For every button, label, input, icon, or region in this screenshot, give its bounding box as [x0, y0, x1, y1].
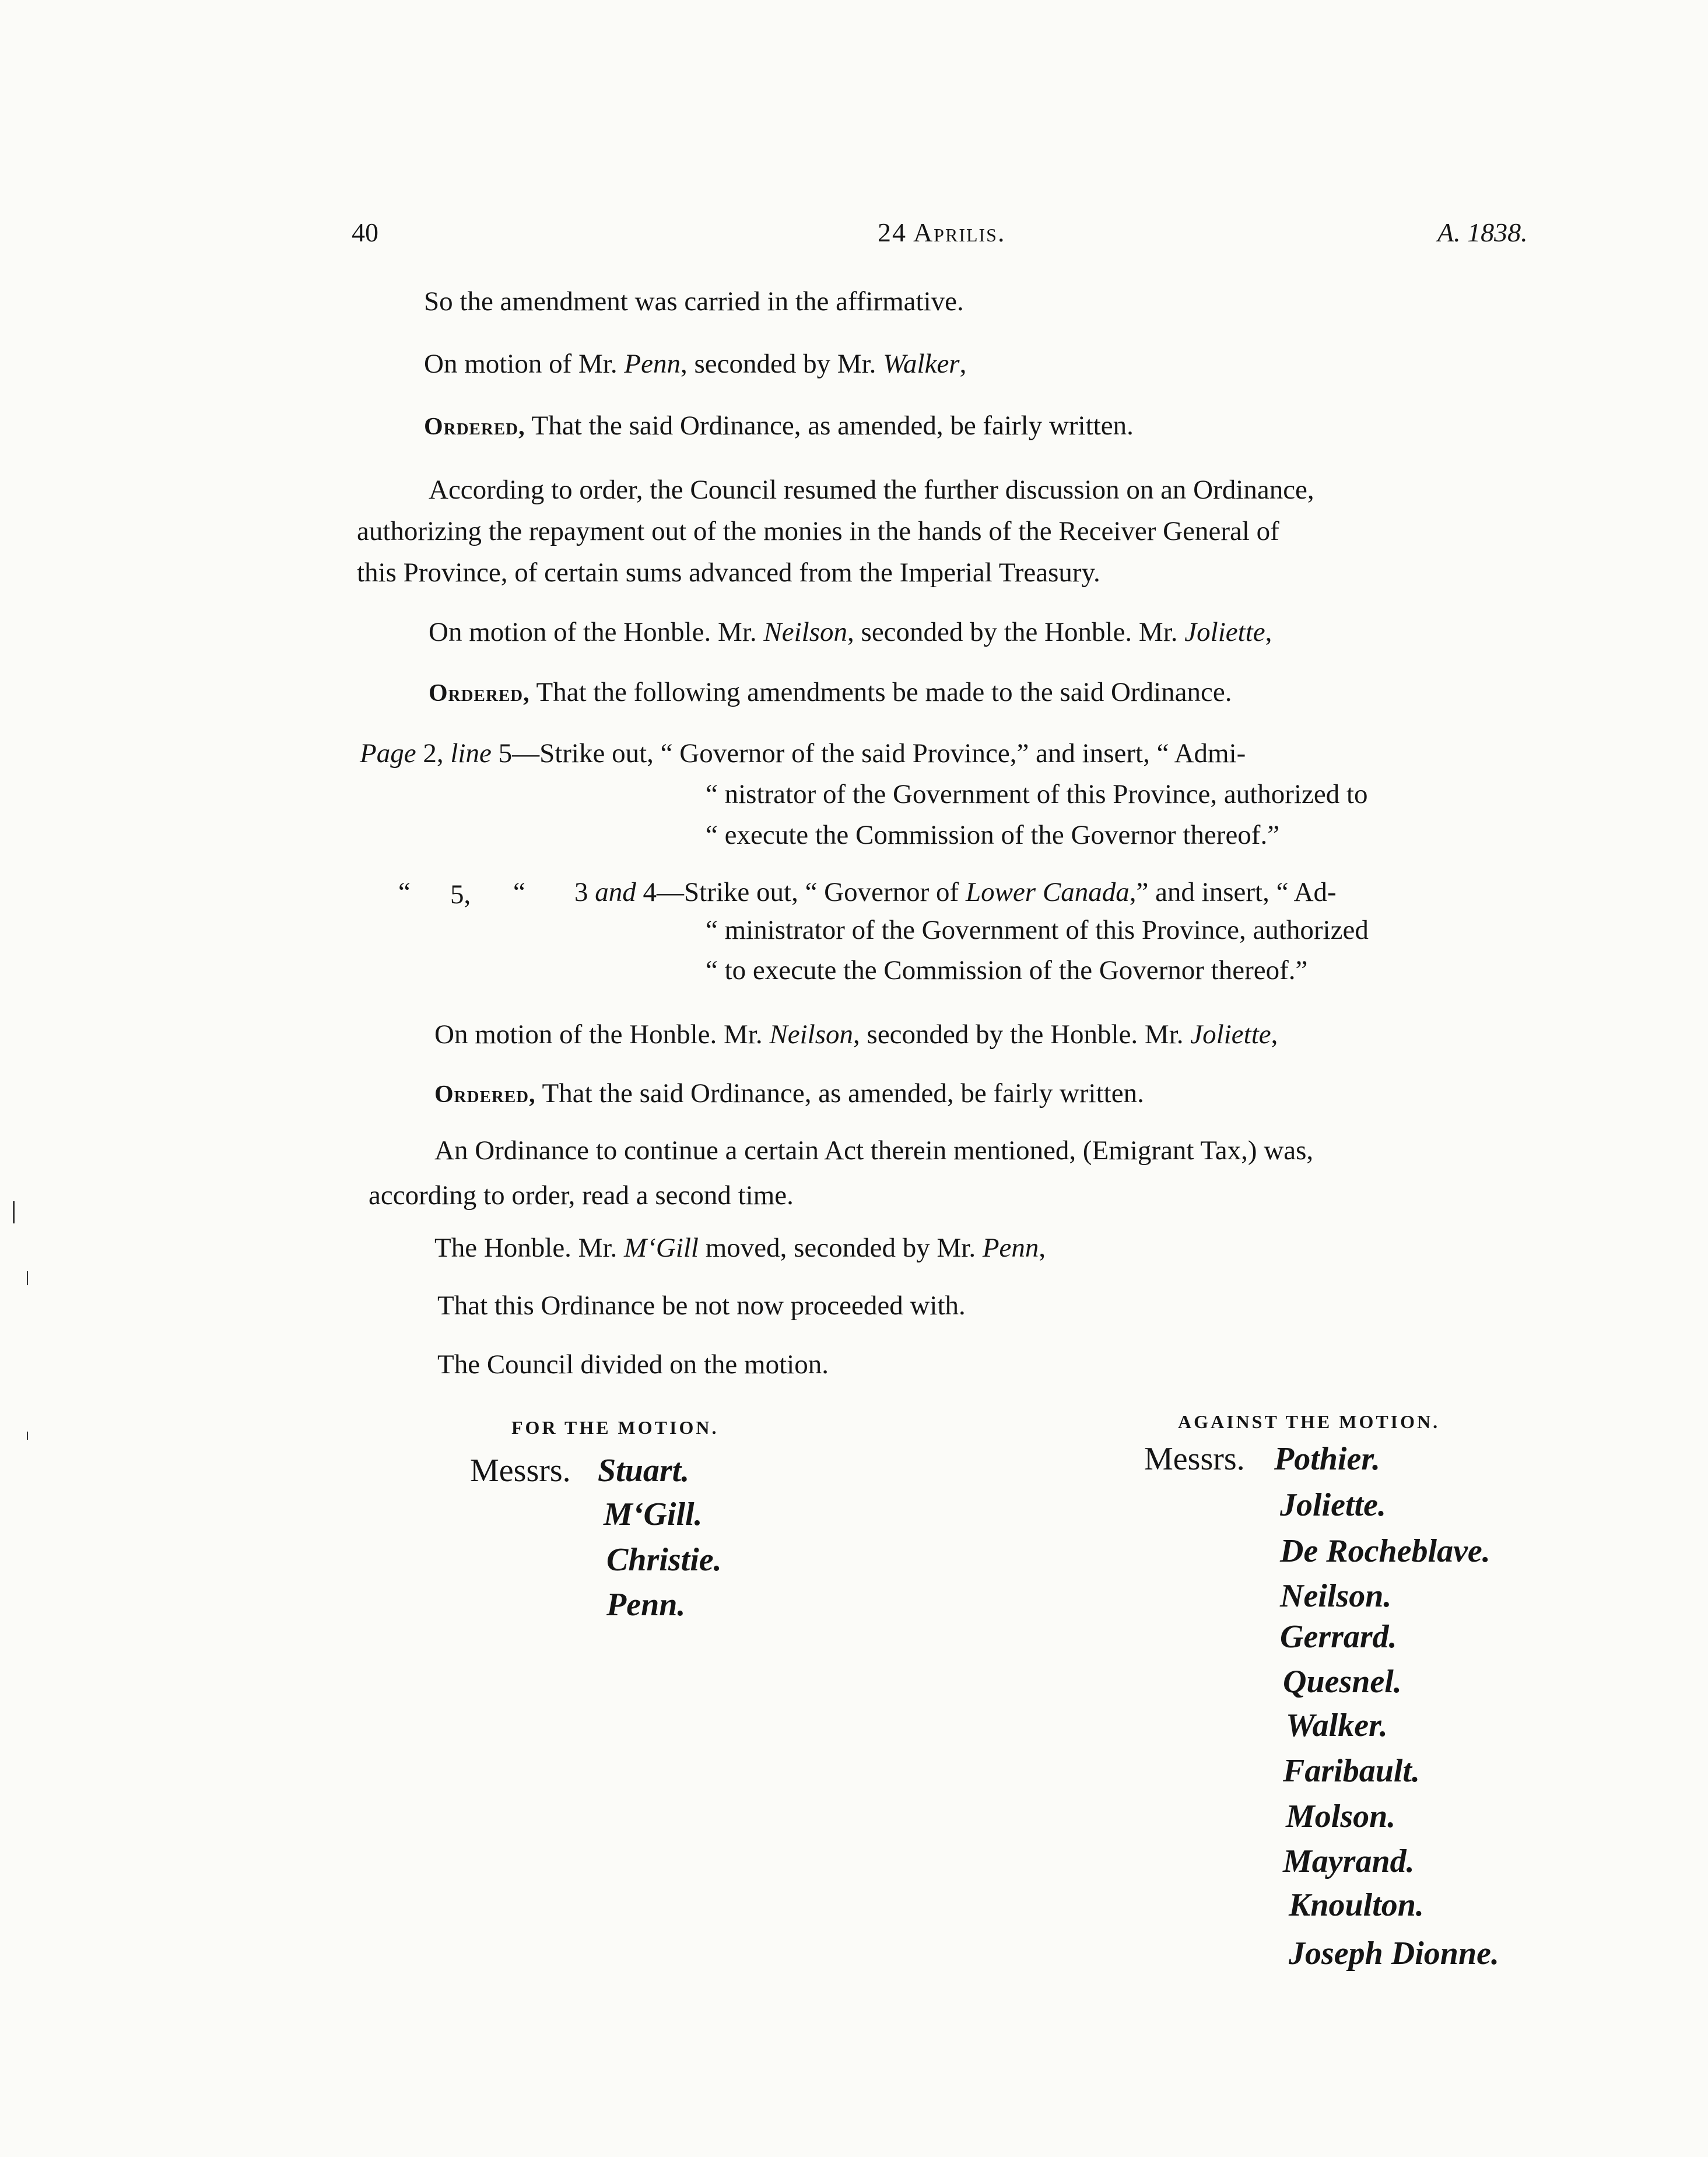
name-penn: Penn — [624, 349, 681, 379]
text-run: That the following amendments be made to the said Ordinance. — [529, 677, 1232, 707]
against-name: Gerrard. — [1280, 1619, 1397, 1655]
name-neilson: Neilson — [769, 1019, 854, 1050]
for-name: Penn. — [606, 1587, 686, 1623]
text-run: That the said Ordinance, as amended, be fairly written. — [535, 1078, 1144, 1109]
running-head-year: A. 1838. — [1437, 218, 1528, 247]
amendment-2-line-2: “ ministrator of the Government of this Province, authorized — [706, 915, 1369, 945]
scan-mark — [13, 1201, 15, 1223]
text-run: 2, — [416, 738, 451, 769]
against-name: Joseph Dionne. — [1289, 1935, 1499, 1972]
paragraph-according-to-order-l1: According to order, the Council resumed the further discussion on an Ordinance, — [429, 475, 1314, 505]
text-run: , seconded by the Honble. Mr. — [853, 1019, 1191, 1050]
name-mgill: M‘Gill — [624, 1233, 699, 1263]
name-neilson: Neilson — [763, 617, 848, 647]
ordered-label: Ordered, — [429, 680, 530, 707]
paragraph-ordered-fairly-written — [424, 410, 1134, 441]
paragraph-motion-neilson-2 — [434, 1019, 1278, 1050]
against-name: De Rocheblave. — [1280, 1533, 1490, 1569]
against-name: Neilson. — [1280, 1578, 1392, 1614]
text-run: The Honble. Mr. — [434, 1233, 625, 1263]
against-name: Molson. — [1286, 1798, 1396, 1835]
text-run: , — [1271, 1019, 1278, 1050]
for-name: Stuart. — [598, 1453, 690, 1489]
amendment-2-line-3: “ to execute the Commission of the Governor thereof.” — [706, 955, 1308, 985]
for-messrs-label: Messrs. — [470, 1453, 571, 1489]
amendment-1-line-1 — [360, 738, 1246, 769]
paragraph-motion-penn — [424, 348, 966, 380]
text-run: That the said Ordinance, as amended, be fairly written. — [525, 411, 1134, 441]
text-run: Page — [360, 738, 416, 769]
scan-mark — [27, 1271, 28, 1285]
paragraph-ordered-amendments — [429, 676, 1232, 708]
against-name: Mayrand. — [1283, 1843, 1415, 1879]
name-joliette: Joliette — [1184, 617, 1265, 647]
text-run: ,” and insert, “ Ad- — [1129, 877, 1337, 907]
text-run: 3 — [574, 877, 595, 907]
for-name: Christie. — [606, 1542, 722, 1578]
page-number: 40 — [352, 218, 378, 247]
paragraph-emigrant-tax-l1: An Ordinance to continue a certain Act therein mentioned, (Emigrant Tax,) was, — [434, 1135, 1314, 1166]
text-run: and — [595, 877, 636, 907]
against-name: Pothier. — [1274, 1441, 1381, 1477]
against-name: Quesnel. — [1283, 1664, 1402, 1700]
text-run: , — [1265, 617, 1272, 647]
for-name: M‘Gill. — [604, 1496, 703, 1532]
paragraph-not-proceeded: That this Ordinance be not now proceeded with. — [437, 1290, 966, 1321]
paragraph-according-to-order-l2: authorizing the repayment out of the monies in the hands of the Receiver General of — [357, 516, 1279, 546]
against-name: Walker. — [1286, 1707, 1388, 1744]
scan-mark — [27, 1432, 28, 1440]
paragraph-motion-neilson — [429, 616, 1272, 648]
paragraph-ordered-fairly-written-2 — [434, 1078, 1144, 1109]
against-messrs-label: Messrs. — [1144, 1441, 1245, 1477]
paragraph-council-divided: The Council divided on the motion. — [437, 1349, 829, 1380]
amendment-2-page: 5, — [450, 879, 471, 910]
amendment-1-line-2: “ nistrator of the Government of this Province, authorized to — [706, 779, 1368, 809]
text-run: On motion of the Honble. Mr. — [434, 1019, 770, 1050]
ordered-label: Ordered, — [424, 413, 525, 440]
text-run: , seconded by Mr. — [680, 349, 883, 379]
text-run: , — [959, 349, 967, 379]
name-joliette: Joliette — [1190, 1019, 1271, 1050]
paragraph-amendment-carried: So the amendment was carried in the affirmative. — [424, 286, 964, 317]
text-run: Lower Canada — [965, 877, 1130, 907]
text-run: , — [1039, 1233, 1046, 1263]
text-run: line — [450, 738, 492, 769]
text-run: moved, seconded by Mr. — [698, 1233, 983, 1263]
paragraph-emigrant-tax-l2: according to order, read a second time. — [369, 1180, 794, 1211]
running-head-date: 24 Aprilis. — [878, 218, 1006, 247]
against-name: Knoulton. — [1289, 1887, 1424, 1923]
name-walker: Walker — [883, 349, 960, 379]
text-run: On motion of Mr. — [424, 349, 625, 379]
paragraph-according-to-order-l3: this Province, of certain sums advanced from the Imperial Treasury. — [357, 557, 1100, 588]
against-motion-heading: AGAINST THE MOTION. — [1178, 1411, 1440, 1432]
name-penn: Penn — [982, 1233, 1039, 1263]
paragraph-mgill-moved — [434, 1232, 1046, 1264]
amendment-1-line-3: “ execute the Commission of the Governor thereof.” — [706, 820, 1280, 850]
for-motion-heading: FOR THE MOTION. — [511, 1417, 719, 1438]
against-name: Faribault. — [1283, 1753, 1420, 1789]
against-name: Joliette. — [1280, 1487, 1386, 1523]
amendment-2-ditto-2: “ — [513, 877, 525, 907]
ordered-label: Ordered, — [434, 1081, 536, 1108]
text-run: 4—Strike out, “ Governor of — [636, 877, 966, 907]
text-run: 5—Strike out, “ Governor of the said Province,” and insert, “ Admi- — [491, 738, 1246, 769]
amendment-2-ditto-1: “ — [398, 877, 411, 907]
text-run: , seconded by the Honble. Mr. — [847, 617, 1185, 647]
amendment-2-line-1 — [574, 876, 1337, 908]
text-run: On motion of the Honble. Mr. — [429, 617, 764, 647]
